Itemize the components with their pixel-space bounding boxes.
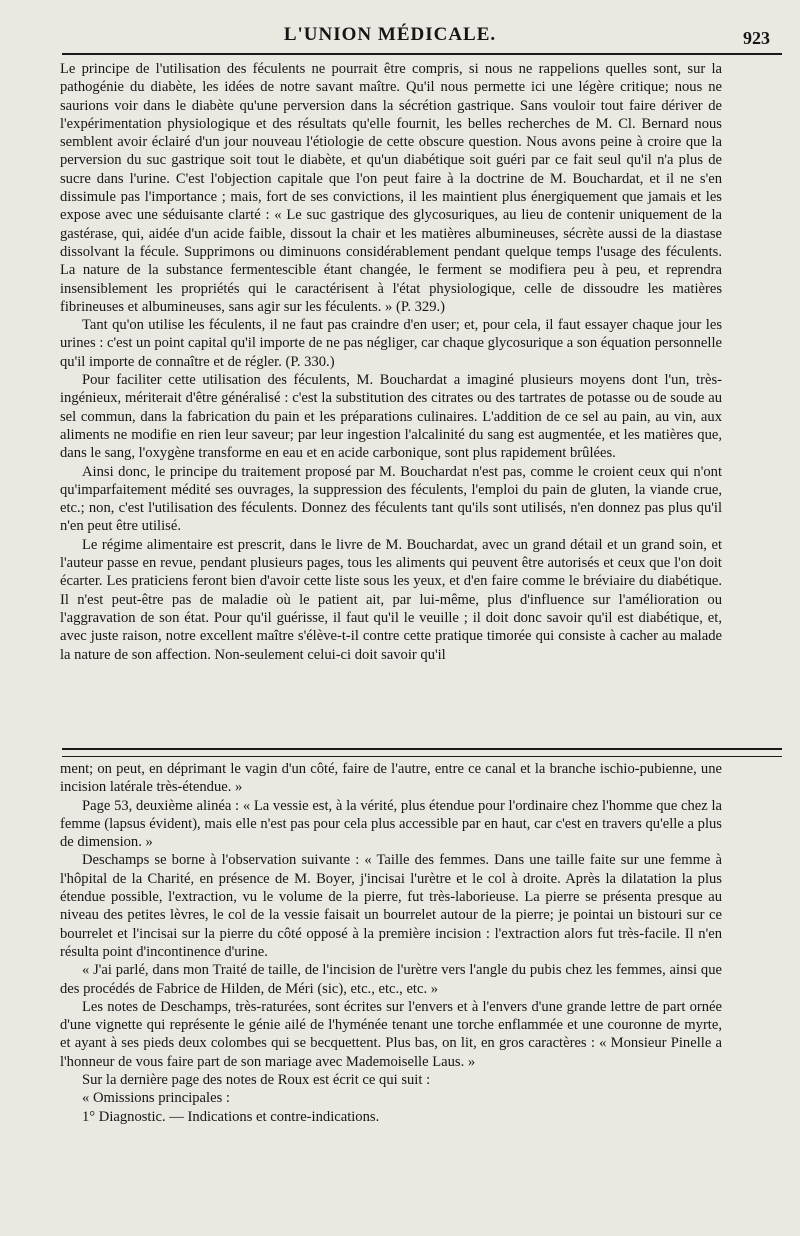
header-rule	[62, 53, 782, 55]
paragraph: Le principe de l'utilisation des féculents ne pourrait être compris, si nous ne rappelions quelles sont, sur la pathogénie du diabète, les idées de notre savant maître. Qu'il nous permette ici une légère critique; nous ne saurions voir dans le diabète qu'une perversion dans la sécrétion gastrique. Sans vouloir tout faire dériver de l'expérimentation physiologique et des résultats qu'elle fournit, les belles recherches de M. Cl. Bernard nous semblent avoir éclairé d'un jour nouveau l'étiologie de cette obscure question. Nous avons peine à croire que la perversion du suc gastrique soit tout le diabète, et qu'un diabétique soit guéri par ce fait seul qu'il n'a plus de sucre dans l'urine. C'est l'objection capitale que l'on peut faire à la doctrine de M. Bouchardat, et il ne s'en dissimule pas l'importance ; mais, fort de ses convictions, il les maintient plus énergiquement que jamais et les expose avec une séduisante clarté : « Le suc gastrique des glycosuriques, au lieu de contenir uniquement de la gastérase, qui, aidée d'un acide faible, dissout la chair et les matières albumineuses, sécrète aussi de la diastase dissolvant la fécule. Supprimons ou diminuons considérablement pendant quelque temps l'usage des féculents. La nature de la substance fermentescible étant changée, le ferment se modifiera peu à peu, et reprendra insensiblement les propriétés qui le caractérisent à l'état physiologique, celle de dissoudre les matières fibrineuses et albumineuses, sans agir sur les féculents. » (P. 329.)	[60, 61, 722, 315]
paragraph: « J'ai parlé, dans mon Traité de taille, de l'incision de l'urètre vers l'angle du pubis chez les femmes, ainsi que des procédés de Fabrice de Hilden, de Méri (sic), etc., etc., etc. »	[60, 962, 722, 997]
paragraph: Le régime alimentaire est prescrit, dans le livre de M. Bouchardat, avec un grand détail et un grand soin, et l'auteur passe en revue, pendant plusieurs pages, tous les aliments qui peuvent être autorisés et ceux que l'on doit écarter. Les praticiens feront bien d'avoir cette liste sous les yeux, et d'en faire comme le bréviaire du diabétique. Il n'est peut-être pas de maladie où le patient ait, par lui-même, plus d'influence sur l'amélioration ou l'aggravation de son état. Pour qu'il guérisse, il faut qu'il le veuille ; il doit donc savoir qu'il est diabétique, et, avec juste raison, notre excellent maître s'élève-t-il contre cette pratique timorée qui consiste à cacher au malade la nature de son affection. Non-seulement celui-ci doit savoir qu'il	[60, 536, 722, 663]
paragraph: Ainsi donc, le principe du traitement proposé par M. Bouchardat n'est pas, comme le croient ceux qui n'ont qu'imparfaitement médité ses ouvrages, la suppression des féculents, l'emploi du pain de gluten, la viande crue, etc.; non, c'est l'utilisation des féculents. Donnez des féculents tant qu'ils sont utilisés, n'en donnez pas plus qu'il n'en peut être utilisé.	[60, 463, 722, 535]
paragraph: Tant qu'on utilise les féculents, il ne faut pas craindre d'en user; et, pour cela, il faut essayer chaque jour les urines : c'est un point capital qu'il importe de ne pas négliger, car chaque glycosurique a son équation personnelle qu'il importe de connaître et de régler. (P. 330.)	[60, 317, 722, 370]
upper-article	[60, 60, 722, 664]
lower-article	[60, 760, 722, 1126]
paragraph: Page 53, deuxième alinéa : « La vessie est, à la vérité, plus étendue pour l'ordinaire chez l'homme que chez la femme (lapsus évident), mais elle n'est pas pour cela plus accessible par en haut, car c'est en travers qu'elle a plus de dimension. »	[60, 797, 722, 851]
paragraph: Sur la dernière page des notes de Roux est écrit ce qui suit :	[82, 1072, 431, 1089]
paragraph: ment; on peut, en déprimant le vagin d'un côté, faire de l'autre, entre ce canal et la branche ischio-pubienne, une incision latérale très-étendue. »	[60, 761, 722, 796]
paragraph: « Omissions principales :	[82, 1090, 230, 1107]
section-separator	[62, 748, 782, 757]
paragraph: Deschamps se borne à l'observation suivante : « Taille des femmes. Dans une taille faite sur une femme à l'hôpital de la Charité, en présence de M. Boyer, j'incisai l'urètre et le col à droite. Après la dilatation la plus étendue possible, l'extraction, vu le volume de la pierre, fut très-laborieuse. La pierre se présenta presque au niveau des petites lèvres, le col de la vessie faisait un bourrelet autour de la pierre; je pointai un bistouri sur ce bourrelet et l'incisai sur la pierre du côté opposé à la première incision : l'extraction alors fut très-facile. Il n'en résulta point d'incontinence d'urine.	[60, 852, 722, 960]
page-header	[60, 24, 770, 48]
paragraph: Les notes de Deschamps, très-raturées, sont écrites sur l'envers et à l'envers d'une grande lettre de part ornée d'une vignette qui représente le génie ailé de l'hyménée tenant une torche enflammée et une couronne de myrte, et ayant à ses pieds deux colombes qui se becquettent. Plus bas, on lit, en gros caractères : « Monsieur Pinelle a l'honneur de vous faire part de son mariage avec Mademoiselle Laus. »	[60, 998, 722, 1070]
journal-title: L'UNION MÉDICALE.	[283, 24, 497, 45]
page-number: 923	[743, 28, 770, 48]
paragraph: 1° Diagnostic. — Indications et contre-indications.	[82, 1108, 380, 1125]
paragraph: Pour faciliter cette utilisation des féculents, M. Bouchardat a imaginé plusieurs moyens dont l'un, très-ingénieux, mériterait d'être généralisé : c'est la substitution des citrates ou des tartrates de potasse ou de soude au sel commun, dans la fabrication du pain et les préparations culinaires. L'addition de ce sel au pain, au vin, aux aliments ne modifie en rien leur saveur; par leur ingestion l'alcalinité du sang est augmentée, et les matières que, dans le sang, l'oxygène transforme en eau et en acide carbonique, sont plus rapidement brûlées.	[60, 372, 722, 462]
